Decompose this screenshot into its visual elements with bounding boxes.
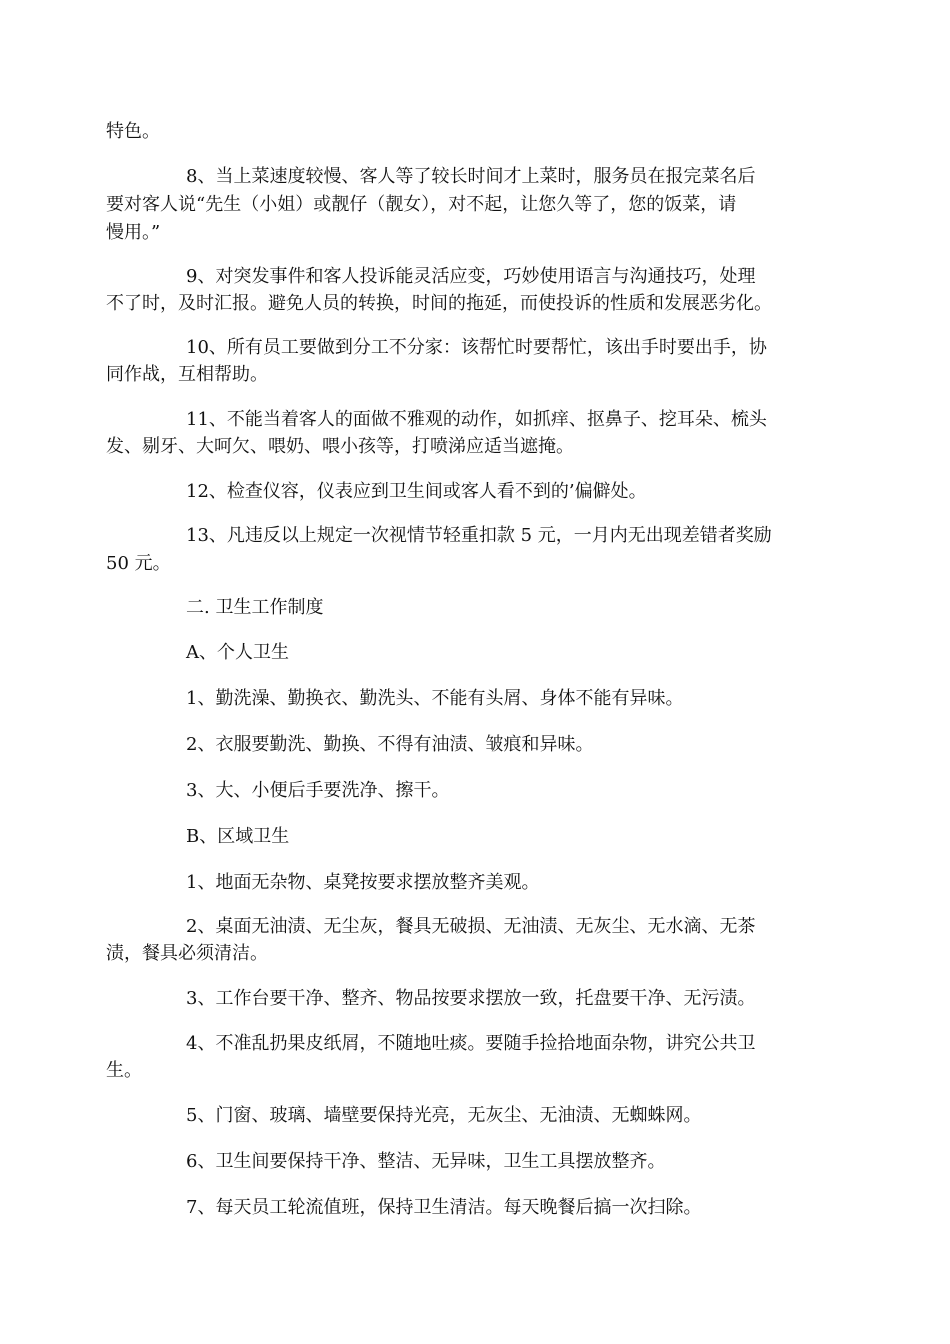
paragraph-line: 9、对突发事件和客人投诉能灵活应变，巧妙使用语言与沟通技巧，处理	[186, 266, 756, 287]
list-item-continuation: 渍，餐具必须清洁。	[106, 943, 268, 964]
list-item: 4、不准乱扔果皮纸屑，不随地吐痰。要随手捡拾地面杂物，讲究公共卫	[186, 1033, 756, 1054]
list-item: 3、大、小便后手要洗净、擦干。	[186, 780, 450, 801]
list-item-continuation: 生。	[106, 1060, 142, 1081]
subsection-heading: A、个人卫生	[186, 642, 289, 663]
list-item: 2、衣服要勤洗、勤换、不得有油渍、皱痕和异味。	[186, 734, 594, 755]
paragraph-line: 不了时，及时汇报。避免人员的转换，时间的拖延，而使投诉的性质和发展恶劣化。	[106, 293, 772, 314]
list-item: 1、地面无杂物、桌凳按要求摆放整齐美观。	[186, 872, 540, 893]
list-item: 7、每天员工轮流值班，保持卫生清洁。每天晚餐后搞一次扫除。	[186, 1197, 702, 1218]
paragraph-line: 13、凡违反以上规定一次视情节轻重扣款 5 元，一月内无出现差错者奖励	[186, 525, 772, 546]
paragraph-line: 同作战，互相帮助。	[106, 364, 268, 385]
paragraph-line: 8、当上菜速度较慢、客人等了较长时间才上菜时，服务员在报完菜名后	[186, 166, 756, 187]
paragraph-line: 慢用。”	[106, 222, 161, 243]
paragraph-line: 发、剔牙、大呵欠、喂奶、喂小孩等，打喷涕应适当遮掩。	[106, 436, 574, 457]
paragraph-line: 50 元。	[106, 553, 171, 574]
paragraph-line: 12、检查仪容，仪表应到卫生间或客人看不到的’偏僻处。	[186, 481, 647, 502]
section-heading: 二. 卫生工作制度	[186, 597, 324, 618]
paragraph-line: 11、不能当着客人的面做不雅观的动作，如抓痒、抠鼻子、挖耳朵、梳头	[186, 409, 767, 430]
list-item: 5、门窗、玻璃、墙壁要保持光亮，无灰尘、无油渍、无蜘蛛网。	[186, 1105, 702, 1126]
subsection-heading: B、区域卫生	[186, 826, 290, 847]
list-item: 3、工作台要干净、整齐、物品按要求摆放一致，托盘要干净、无污渍。	[186, 988, 756, 1009]
paragraph-line: 10、所有员工要做到分工不分家：该帮忙时要帮忙，该出手时要出手，协	[186, 337, 767, 358]
list-item: 1、勤洗澡、勤换衣、勤洗头、不能有头屑、身体不能有异味。	[186, 688, 684, 709]
paragraph-line: 特色。	[106, 121, 160, 142]
paragraph-line: 要对客人说“先生（小姐）或靓仔（靓女），对不起，让您久等了，您的饭菜，请	[106, 194, 737, 215]
list-item: 2、桌面无油渍、无尘灰，餐具无破损、无油渍、无灰尘、无水滴、无茶	[186, 916, 756, 937]
list-item: 6、卫生间要保持干净、整洁、无异味，卫生工具摆放整齐。	[186, 1151, 666, 1172]
